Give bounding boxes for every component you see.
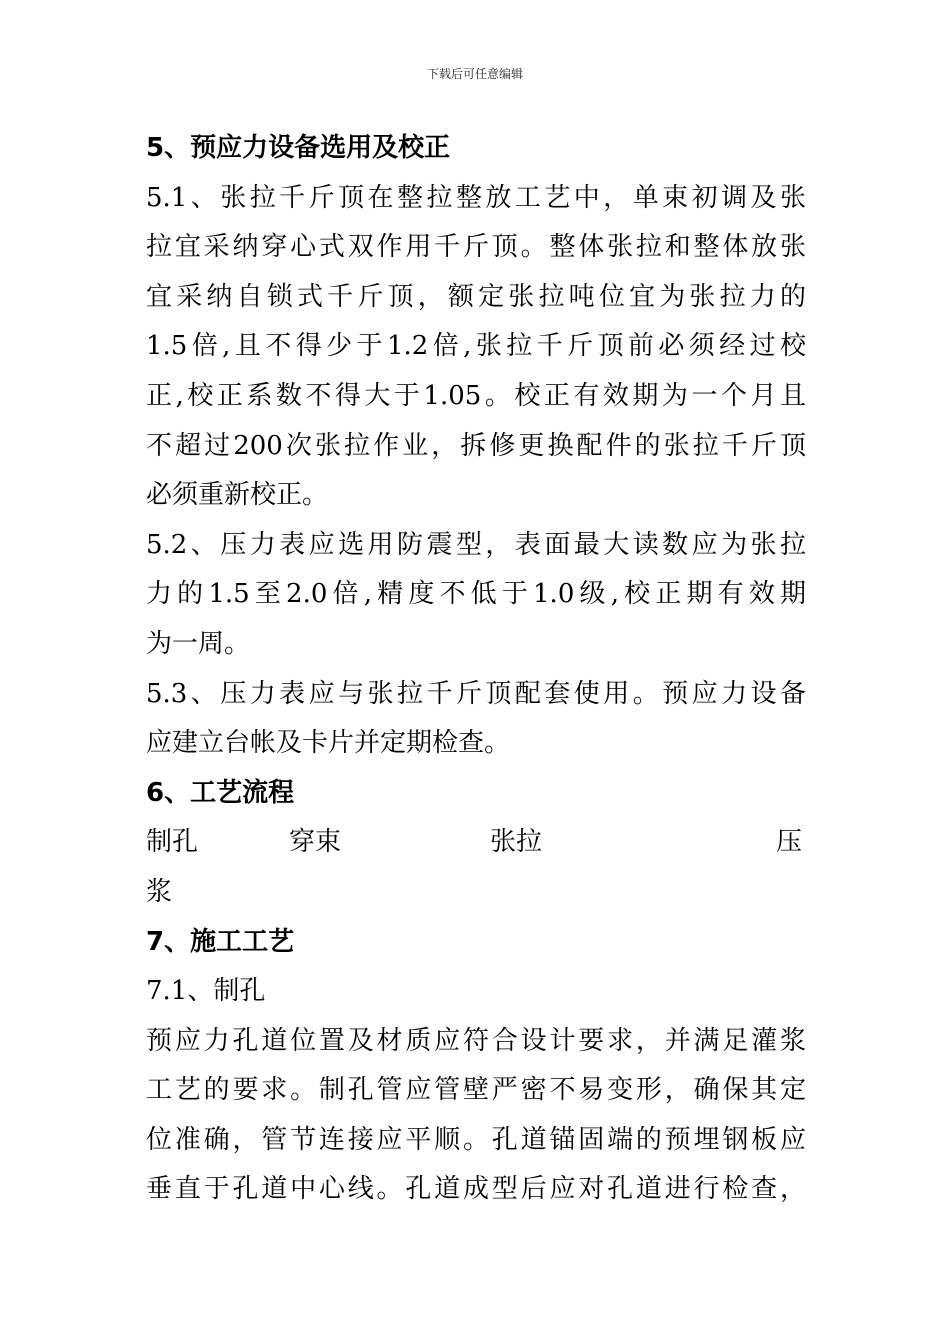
para-7-1-line-4: 垂直于孔道中心线。孔道成型后应对孔道进行检查，: [146, 1174, 806, 1205]
para-7-1-line-2: 工艺的要求。制孔管应管壁严密不易变形，确保其定: [146, 1075, 806, 1106]
para-5-3-line-1: 5.3、压力表应与张拉千斤顶配套使用。预应力设备: [146, 678, 806, 709]
para-5-2-line-2: 力的1.5至2.0倍,精度不低于1.0级,校正期有效期: [146, 579, 806, 610]
para-5-1-line-2: 拉宜采纳穿心式双作用千斤顶。整体张拉和整体放张: [146, 232, 806, 263]
process-flow-row: [146, 818, 806, 868]
page-header: 下载后可任意编辑: [426, 67, 523, 81]
flow-step-tensioning: 张拉: [490, 827, 543, 858]
flow-step-grouting-part-1: 压: [776, 827, 803, 858]
para-5-1-line-3: 宜采纳自锁式千斤顶，额定张拉吨位宜为张拉力的: [146, 281, 806, 312]
section-6-title: 6、工艺流程: [146, 777, 295, 808]
para-5-1-line-5: 正,校正系数不得大于1.05。校正有效期为一个月且: [146, 380, 806, 411]
para-5-1-line-6: 不超过200次张拉作业，拆修更换配件的张拉千斤顶: [146, 430, 806, 461]
document-body: [146, 124, 806, 1215]
para-5-1-line-1: 5.1、张拉千斤顶在整拉整放工艺中，单束初调及张: [146, 182, 806, 213]
para-5-2-line-3: 为一周。: [146, 628, 251, 659]
subsection-7-1-title: 7.1、制孔: [146, 976, 266, 1007]
flow-step-drilling: 制孔: [146, 827, 199, 858]
para-7-1-line-1: 预应力孔道位置及材质应符合设计要求，并满足灌浆: [146, 1025, 806, 1056]
flow-step-grouting-part-2: 浆: [146, 876, 173, 907]
para-5-1-line-4: 1.5倍,且不得少于1.2倍,张拉千斤顶前必须经过校: [146, 331, 806, 362]
flow-step-threading: 穿束: [289, 827, 342, 858]
para-5-3-line-2: 应建立台帐及卡片并定期检查。: [146, 728, 511, 759]
para-5-2-line-1: 5.2、压力表应选用防震型，表面最大读数应为张拉: [146, 529, 806, 560]
section-7-title: 7、施工工艺: [146, 926, 295, 957]
para-5-1-line-7: 必须重新校正。: [146, 480, 329, 511]
section-5-title: 5、预应力设备选用及校正: [146, 133, 451, 163]
para-7-1-line-3: 位准确，管节连接应平顺。孔道锚固端的预埋钢板应: [146, 1124, 806, 1155]
